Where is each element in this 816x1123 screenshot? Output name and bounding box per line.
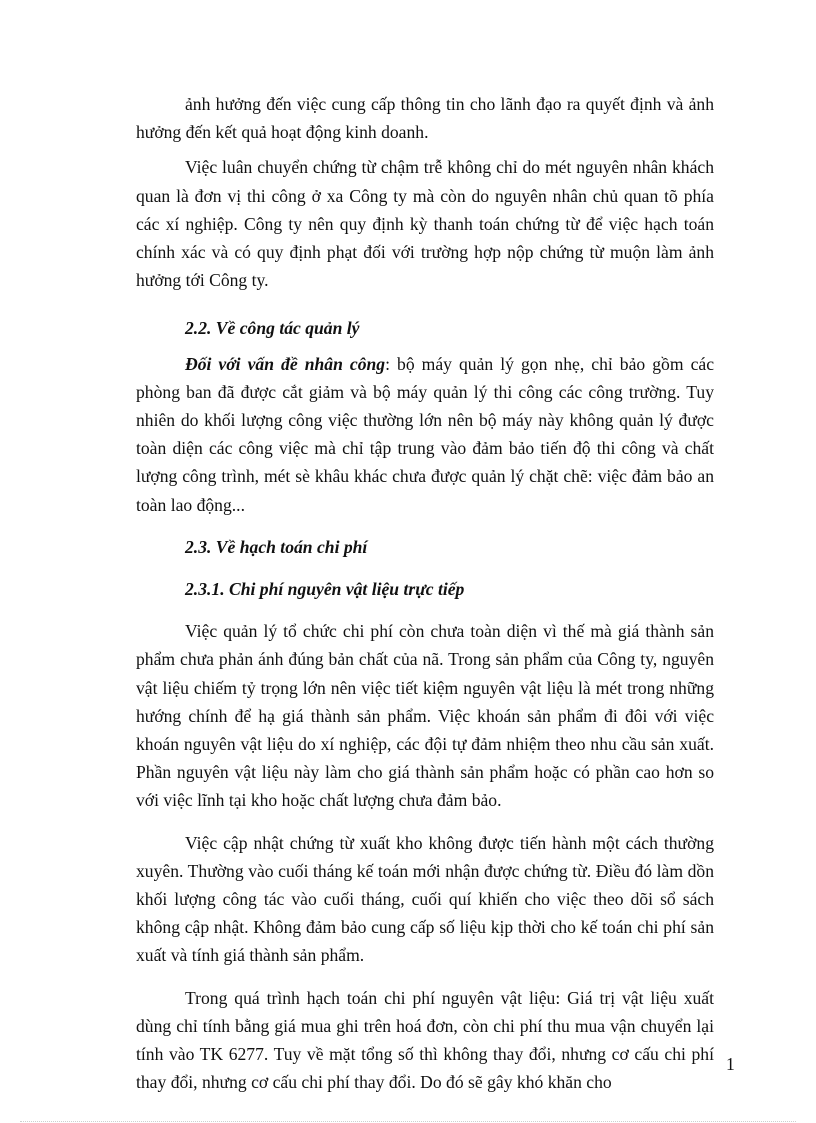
paragraph-document-flow: Việc luân chuyển chứng từ chậm trễ không chỉ do mét nguyên nhân khách quan là đơn vị thi công ở xa Công ty mà còn do nguyên nhân chủ quan tõ phía các xí nghiệp. Công ty nên quy định kỳ thanh toán chứng từ để việc hạch toán chính xác và có quy định phạt đối với trường hợp nộp chứng từ muộn làm ảnh hưởng tới Công ty.	[136, 157, 714, 291]
paragraph-labor-text: : bộ máy quản lý gọn nhẹ, chỉ bảo gồm các phòng ban đã được cắt giảm và bộ máy quản lý thi công các công trường. Tuy nhiên do khối lượng công việc thường lớn nên bộ máy này không quản lý được toàn diện các công việc mà chỉ tập trung vào đảm bảo tiến độ thi công và chất lượng công trình, mét sè khâu khác chưa được quản lý chặt chẽ: việc đảm bảo an toàn lao động...	[136, 353, 714, 515]
paragraph-cost-management: Việc quản lý tổ chức chi phí còn chưa toàn diện vì thế mà giá thành sản phẩm chưa phản ánh đúng bản chất của nã. Trong sản phẩm của Công ty, nguyên vật liệu chiếm tỷ trọng lớn nên việc tiết kiệm nguyên vật liệu là mét trong những hướng chính để hạ giá thành sản phẩm. Việc khoán sản phẩm đi đôi với việc khoán nguyên vật liệu do xí nghiệp, các đội tự đảm nhiệm theo nhu cầu sản xuất. Phần nguyên vật liệu này làm cho giá thành sản phẩm hoặc có phần cao hơn so với việc lĩnh tại kho hoặc chất lượng chưa đảm bảo.	[136, 621, 714, 811]
paragraph-lead: Đối với vấn đề nhân công	[185, 353, 386, 374]
heading-2-3: 2.3. Về hạch toán chi phí	[185, 536, 368, 557]
paragraph-labor	[136, 350, 714, 519]
heading-2-3-1: 2.3.1. Chi phí nguyên vật liệu trực tiếp	[185, 579, 465, 600]
footer-divider	[20, 1121, 796, 1122]
heading-2-2: 2.2. Về công tác quản lý	[185, 318, 360, 339]
page-number: 1	[726, 1054, 735, 1074]
paragraph-material-accounting: Trong quá trình hạch toán chi phí nguyên vật liệu: Giá trị vật liệu xuất dùng chỉ tính bằng giá mua ghi trên hoá đơn, còn chi phí thu mua vận chuyển lại tính vào TK 6277. Tuy về mặt tổng số thì không thay đổi, nhưng cơ cấu chi phí thay đổi, nhưng cơ cấu chi phí thay đổi. Do đó sẽ gây khó khăn cho	[136, 987, 714, 1093]
body-text	[136, 90, 714, 1097]
paragraph-voucher-update: Việc cập nhật chứng từ xuất kho không được tiến hành một cách thường xuyên. Thường vào cuối tháng kế toán mới nhận được chứng từ. Điều đó làm dồn khối lượng công tác vào cuối tháng, cuối quí khiến cho việc theo dõi sổ sách không cập nhật. Không đảm bảo cung cấp số liệu kịp thời cho kế toán chi phí sản xuất và tính giá thành sản phẩm.	[136, 832, 714, 966]
paragraph-continuation: ảnh hưởng đến việc cung cấp thông tin cho lãnh đạo ra quyết định và ảnh hưởng đến kết quả hoạt động kinh doanh.	[136, 94, 714, 143]
